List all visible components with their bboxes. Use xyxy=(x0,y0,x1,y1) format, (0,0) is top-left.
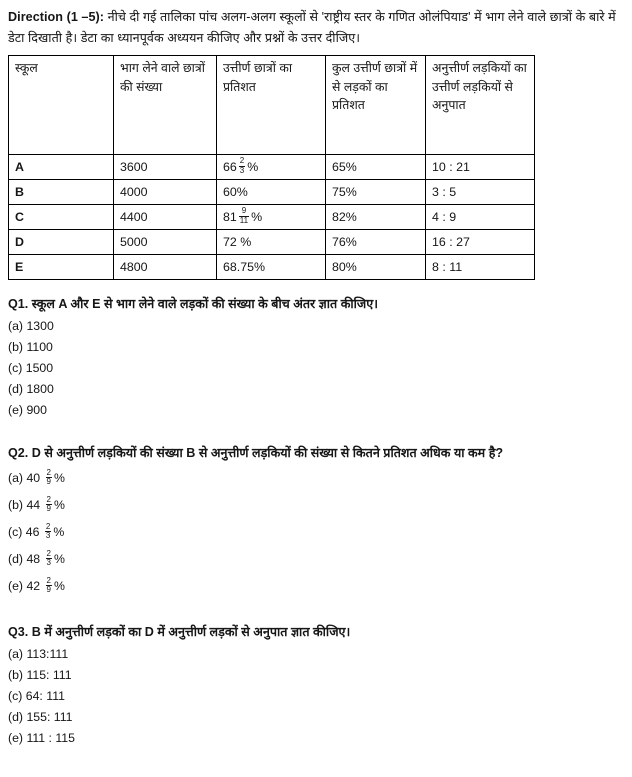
cell-participants: 3600 xyxy=(114,155,217,180)
option-label: (e) 111 : 115 xyxy=(8,731,75,745)
fraction-numerator: 2 xyxy=(46,467,51,477)
fraction-denominator: 9 xyxy=(46,585,51,595)
question-number: Q2. xyxy=(8,446,29,460)
questions-container xyxy=(0,294,632,749)
percent-sign: % xyxy=(251,209,263,224)
option-label: (a) 113:111 xyxy=(8,647,69,661)
column-header-school: स्कूल xyxy=(9,56,114,155)
option-item[interactable] xyxy=(8,686,622,707)
mixed-number xyxy=(223,233,251,252)
question-number: Q1. xyxy=(8,297,29,311)
question-title xyxy=(8,622,622,642)
column-header-participants: भाग लेने वाले छात्रों की संख्या xyxy=(114,56,217,155)
fraction-denominator: 11 xyxy=(239,215,249,225)
mixed-number xyxy=(44,573,65,600)
fraction xyxy=(46,496,52,514)
direction-text: नीचे दी गई तालिका पांच अलग-अलग स्कूलों से 'राष्ट्रीय स्तर के गणित ओलंपियाड' में भाग लेने वाले छात्रों के बारे में डेटा दिखाती है। डेटा का ध्यानपूर्वक अध्ययन कीजिए और प्रश्नों के उत्तर दीजिए। xyxy=(8,10,616,45)
mixed-number xyxy=(223,208,262,227)
cell-ratio: 3 : 5 xyxy=(426,180,535,205)
cell-participants: 4000 xyxy=(114,180,217,205)
mixed-number xyxy=(44,465,65,492)
cell-participants: 4800 xyxy=(114,255,217,280)
percent-sign: % xyxy=(54,498,65,512)
whole-part: 68.75% xyxy=(223,259,266,274)
question-block xyxy=(0,622,632,749)
mixed-number xyxy=(223,258,265,277)
option-label: (b) 44 xyxy=(8,498,44,512)
option-item[interactable] xyxy=(8,400,622,421)
option-label: (a) 1300 xyxy=(8,319,54,333)
percent-sign: % xyxy=(54,579,65,593)
fraction-denominator: 3 xyxy=(45,531,51,541)
table-head xyxy=(9,56,535,155)
mixed-number xyxy=(44,546,65,573)
option-label: (c) 46 xyxy=(8,525,43,539)
question-title xyxy=(8,443,622,463)
whole-part: 72 % xyxy=(223,234,252,249)
fraction-denominator: 3 xyxy=(46,558,51,568)
fraction-numerator: 2 xyxy=(46,494,51,504)
option-item[interactable] xyxy=(8,519,622,546)
option-item[interactable] xyxy=(8,707,622,728)
question-spacer xyxy=(0,421,632,443)
fraction-numerator: 2 xyxy=(45,521,51,531)
percent-sign: % xyxy=(53,525,65,539)
cell-ratio: 10 : 21 xyxy=(426,155,535,180)
cell-pass-percent xyxy=(217,180,326,205)
option-label: (e) 900 xyxy=(8,403,47,417)
cell-ratio: 4 : 9 xyxy=(426,205,535,230)
cell-ratio: 16 : 27 xyxy=(426,230,535,255)
option-item[interactable] xyxy=(8,337,622,358)
fraction xyxy=(239,207,249,225)
fraction xyxy=(239,157,245,175)
table-row xyxy=(9,155,535,180)
percent-sign: % xyxy=(54,552,65,566)
mixed-number xyxy=(223,158,258,177)
percent-sign: % xyxy=(247,159,259,174)
fraction-numerator: 2 xyxy=(239,156,245,166)
option-label: (e) 42 xyxy=(8,579,44,593)
cell-school: D xyxy=(9,230,114,255)
option-list xyxy=(8,316,622,421)
option-label: (d) 1800 xyxy=(8,382,54,396)
mixed-number xyxy=(223,183,248,202)
option-label: (b) 1100 xyxy=(8,340,53,354)
cell-boys-percent: 65% xyxy=(326,155,426,180)
fraction-numerator: 2 xyxy=(46,548,51,558)
question-title xyxy=(8,294,622,314)
cell-school: E xyxy=(9,255,114,280)
fraction-numerator: 2 xyxy=(46,575,51,585)
direction-label: Direction (1 –5): xyxy=(8,10,105,24)
option-item[interactable] xyxy=(8,644,622,665)
option-item[interactable] xyxy=(8,379,622,400)
fraction-denominator: 3 xyxy=(239,165,245,175)
option-label: (c) 1500 xyxy=(8,361,54,375)
cell-ratio: 8 : 11 xyxy=(426,255,535,280)
cell-pass-percent xyxy=(217,255,326,280)
fraction xyxy=(45,523,51,541)
percent-sign: % xyxy=(54,471,65,485)
data-table-wrapper xyxy=(0,48,632,280)
cell-school: B xyxy=(9,180,114,205)
option-item[interactable] xyxy=(8,465,622,492)
cell-pass-percent xyxy=(217,205,326,230)
option-label: (a) 40 xyxy=(8,471,44,485)
question-number: Q3. xyxy=(8,625,29,639)
fraction xyxy=(46,469,52,487)
question-text: स्कूल A और E से भाग लेने वाले लड़कों की संख्या के बीच अंतर ज्ञात कीजिए। xyxy=(28,297,378,311)
question-text: D से अनुत्तीर्ण लड़कियों की संख्या B से अनुत्तीर्ण लड़कियों की संख्या से कितने प्रतिशत अधिक या कम है? xyxy=(28,446,504,460)
question-block xyxy=(0,294,632,421)
column-header-ratio: अनुत्तीर्ण लड़कियों का उत्तीर्ण लड़कियों से अनुपात xyxy=(426,56,535,155)
cell-participants: 4400 xyxy=(114,205,217,230)
fraction-numerator: 9 xyxy=(241,206,247,216)
mixed-number xyxy=(44,492,65,519)
cell-boys-percent: 80% xyxy=(326,255,426,280)
column-header-pass-percent: उत्तीर्ण छात्रों का प्रतिशत xyxy=(217,56,326,155)
mixed-number xyxy=(43,519,64,546)
whole-part: 60% xyxy=(223,184,248,199)
option-label: (d) 155: 111 xyxy=(8,710,73,724)
question-spacer xyxy=(0,600,632,622)
option-label: (d) 48 xyxy=(8,552,44,566)
cell-school: C xyxy=(9,205,114,230)
option-item[interactable] xyxy=(8,665,622,686)
option-item[interactable] xyxy=(8,316,622,337)
option-item[interactable] xyxy=(8,358,622,379)
option-label: (c) 64: 111 xyxy=(8,689,65,703)
table-row xyxy=(9,205,535,230)
cell-pass-percent xyxy=(217,230,326,255)
cell-participants: 5000 xyxy=(114,230,217,255)
option-item[interactable] xyxy=(8,728,622,749)
whole-part: 66 xyxy=(223,159,237,174)
option-label: (b) 115: 111 xyxy=(8,668,72,682)
option-list xyxy=(8,644,622,749)
question-text: B में अनुत्तीर्ण लड़कों का D में अनुत्तीर्ण लड़कों से अनुपात ज्ञात कीजिए। xyxy=(28,625,351,639)
direction-paragraph xyxy=(0,0,632,48)
school-data-table xyxy=(8,55,535,280)
cell-boys-percent: 82% xyxy=(326,205,426,230)
fraction xyxy=(46,550,52,568)
whole-part: 81 xyxy=(223,209,237,224)
option-item[interactable] xyxy=(8,546,622,573)
column-header-boys-percent: कुल उत्तीर्ण छात्रों में से लड़कों का प्रतिशत xyxy=(326,56,426,155)
spacer-before-q1 xyxy=(0,280,632,294)
fraction-denominator: 9 xyxy=(46,477,51,487)
fraction xyxy=(46,577,52,595)
fraction-denominator: 9 xyxy=(46,504,51,514)
option-item[interactable] xyxy=(8,492,622,519)
table-body xyxy=(9,155,535,280)
table-row xyxy=(9,255,535,280)
question-block xyxy=(0,443,632,600)
cell-boys-percent: 76% xyxy=(326,230,426,255)
cell-school: A xyxy=(9,155,114,180)
option-list xyxy=(8,465,622,600)
table-row xyxy=(9,230,535,255)
cell-pass-percent xyxy=(217,155,326,180)
table-header-row xyxy=(9,56,535,155)
option-item[interactable] xyxy=(8,573,622,600)
table-row xyxy=(9,180,535,205)
cell-boys-percent: 75% xyxy=(326,180,426,205)
